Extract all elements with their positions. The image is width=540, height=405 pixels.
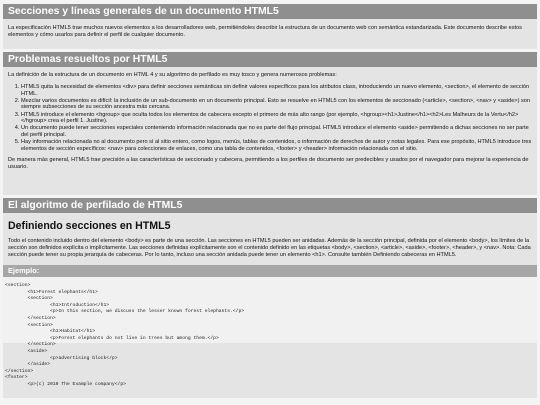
- code-line: <p>Forest elephants do not live in trees but among them.</p>: [5, 335, 219, 341]
- section-problems: [3, 52, 537, 195]
- code-line: </section>: [5, 315, 56, 321]
- list-item: 3. HTML5 introduce el elemento <hgroup> que oculta todos los elementos de cabecera excepto el primero de más alto rango (por ejemplo, <hgroup><h1>Justine</h1><h2>Les Malheurs de la Vertu</h2></hgroup> crea el perfil 1. Justine).: [21, 112, 537, 125]
- document-page: [3, 4, 537, 401]
- code-line: <section>: [5, 322, 53, 328]
- section-heading: El algoritmo de perfilado de HTML5: [3, 198, 537, 213]
- code-line: <h1>Habitat</h1>: [5, 329, 96, 335]
- code-line: <section>: [5, 296, 53, 302]
- problems-list: [3, 84, 537, 152]
- list-item: 4. Un documento puede tener secciones especiales conteniendo información relacionada que no es parte del flujo principal. HTML5 introduce el elemento <aside> permitiendo a dichas secciones no ser parte del perfil principal.: [21, 125, 537, 138]
- code-line: <p>(c) 2010 The Example company</p>: [5, 381, 126, 387]
- example-label: Ejemplo:: [3, 265, 537, 277]
- code-line: </section>: [5, 368, 34, 374]
- list-item: 1. HTML5 quita la necesidad de elementos <div> para definir secciones semánticas sin definir valores específicos para los atributos class, introduciendo un nuevo elemento, <section>, el elemento de sección HTML.: [21, 84, 537, 97]
- subsection-heading: Definiendo secciones en HTML5: [8, 220, 171, 232]
- section-heading: Secciones y líneas generales de un documento HTML5: [3, 4, 537, 19]
- code-line: <footer>: [5, 375, 28, 381]
- code-line: </aside>: [5, 362, 51, 368]
- code-line: <h1>Introduction</h1>: [5, 302, 110, 308]
- section-closing: De manera más general, HTML5 trae precisión a las características de seccionado y cabecera, permitiendo a los perfiles de documento ser predecibles y usados por el navegador para mejorar la experiencia de usuario.: [8, 156, 529, 170]
- section-intro: La definición de la estructura de un documento en HTML 4 y su algoritmo de perfilado es muy tosco y genera numerosos problemas:: [8, 72, 337, 78]
- section-paragraph: La especificación HTML5 trae muchos nuevos elementos a los desarrolladores web, permitiéndoles describir la estructura de un documento web con semántica estandarizada. Este documento describe estos elementos y cómo usarlos para definir el perfil de cualquier documento.: [8, 25, 522, 38]
- list-item: 2. Mezclar varios documentos es difícil: la inclusión de un sub-documento en un documento principal. Esto se resuelve en HTML5 con los elementos de seccionado (<article>, <section>, <nav> y <aside>) son siempre subsecciones de su sección ancestra más cercana.: [21, 98, 537, 111]
- list-item: 5. Hay información relacionada no al documento pero sí al sitio entero, como logos, menús, tablas de contenidos, o información de derechos de autor y notas legales. Para ese propósito, HTML5 introduce tres elementos de sección específicos: <nav> para colecciones de enlaces, como una tabla de contenidos, <footer> y <header> información relacionada con el sitio.: [21, 139, 537, 152]
- section-overview: [3, 4, 537, 49]
- section-algorithm: [3, 198, 537, 398]
- code-line: </section>: [5, 342, 56, 348]
- code-line: <h1>Forest elephants</h1>: [5, 289, 98, 295]
- section-paragraph: Todo el contenido incluido dentro del elemento <body> es parte de una sección. Las secciones en HTML5 pueden ser anidadas. Además de la sección principal, definida por el elemento <body>, los límites de la sección son definidos explícita o implícitamente. Las secciones definidas explícitamente son el contenido definido en las etiquetas <body>, <section>, <article>, <aside>, <footer>, <header>, y <nav>. Nota: Cada sección puede tener su propia jerarquía de cabeceras. Por lo tanto, incluso una sección anidada puede tener un elemento <h1>. Consulte también Definiendo cabeceras en HTML5.: [8, 238, 531, 258]
- code-line: <aside>: [5, 348, 48, 354]
- code-line: <p>In this section, we discuss the lesser known forest elephants.</p>: [5, 309, 245, 315]
- code-line: <section>: [5, 283, 31, 288]
- section-heading: Problemas resueltos por HTML5: [3, 52, 537, 67]
- code-example: [3, 277, 537, 387]
- code-line: <p>advertising block</p>: [5, 355, 118, 361]
